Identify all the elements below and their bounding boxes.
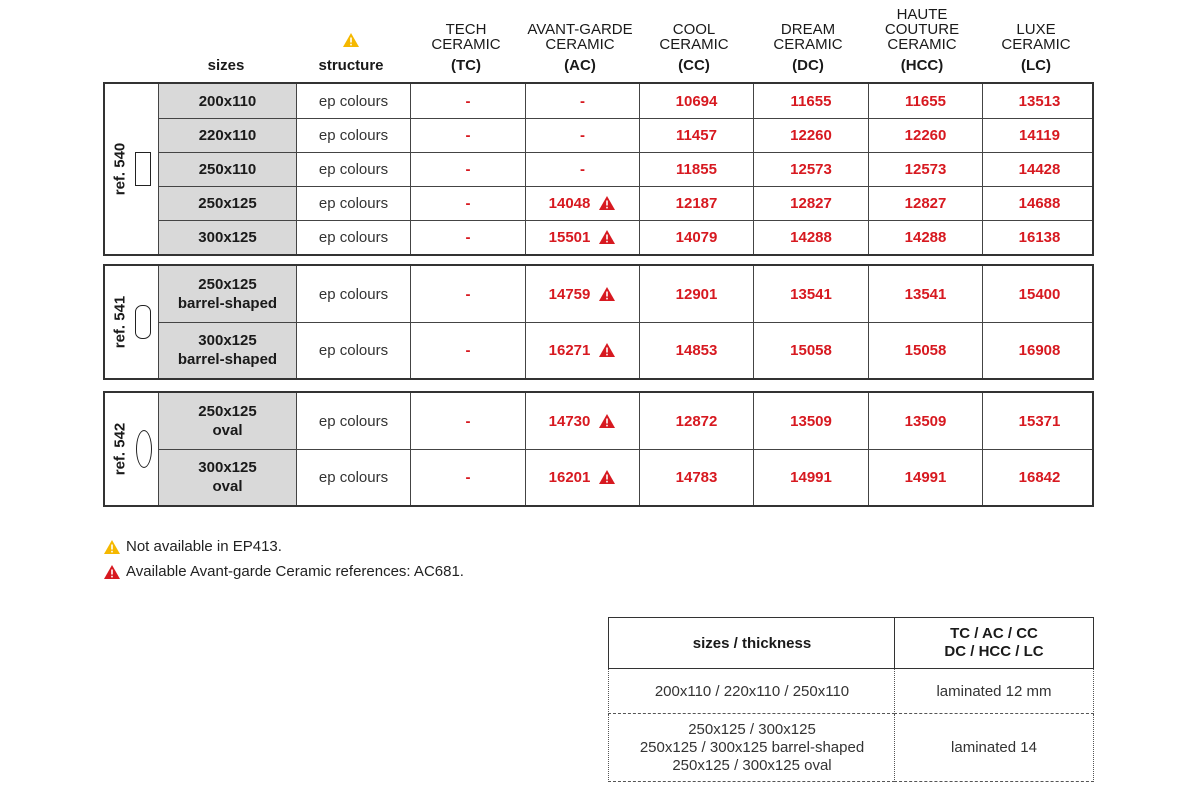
header-finish-name-line: CERAMIC [887, 36, 957, 53]
price-value: 16201 [548, 468, 591, 486]
row-divider [158, 449, 1092, 450]
price-cell [410, 152, 525, 186]
price-value: 14048 [548, 194, 591, 212]
size-label: 300x125 [198, 228, 257, 246]
table-row [105, 84, 1092, 118]
price-value: - [465, 160, 471, 178]
price-cell [525, 393, 639, 449]
price-cell [868, 393, 982, 449]
price-cell [753, 84, 868, 118]
price-cell [982, 118, 1096, 152]
price-value: 14428 [1018, 160, 1061, 178]
price-value: 11655 [790, 92, 832, 110]
ref-label: ref. 541 [111, 295, 129, 349]
header-finish-name-line: AVANT-GARDE [527, 21, 633, 38]
price-value: 13541 [790, 285, 832, 303]
structure-cell: ep colours [296, 152, 410, 186]
header-finish-name-line: CERAMIC [1001, 36, 1071, 53]
yellow-warning-icon [103, 539, 121, 555]
price-cell [982, 186, 1096, 220]
header-finish-name-line: COUTURE [884, 21, 960, 38]
price-cell [525, 118, 639, 152]
price-value: 14783 [675, 468, 718, 486]
header-finish-name-line: CERAMIC [431, 36, 501, 53]
price-cell [982, 152, 1096, 186]
price-value: - [465, 126, 471, 144]
table-row [105, 186, 1092, 220]
size-label: 300x125 [198, 332, 257, 349]
size-label: barrel-shaped [177, 351, 278, 368]
size-label: 200x110 [198, 92, 257, 110]
price-cell [639, 84, 753, 118]
red-warning-icon [598, 342, 616, 358]
structure-cell: ep colours [296, 393, 410, 449]
price-value: - [465, 412, 471, 430]
price-value: 12260 [904, 126, 947, 144]
price-value: 14991 [790, 468, 832, 486]
ref-label: ref. 540 [111, 142, 129, 196]
red-warning-icon [598, 286, 616, 302]
size-cell [158, 266, 296, 322]
price-cell [410, 449, 525, 505]
size-cell [158, 449, 296, 505]
price-value: 14991 [904, 468, 947, 486]
red-warning-icon [598, 413, 616, 429]
price-value: 12260 [790, 126, 832, 144]
size-label: 300x125 [198, 459, 257, 476]
ref-group-540 [103, 82, 1094, 256]
table-row [105, 118, 1092, 152]
price-cell [868, 152, 982, 186]
price-value: 14853 [675, 341, 718, 359]
price-value: 15058 [904, 341, 947, 359]
header-finish-name-line: TECH [445, 21, 487, 38]
price-value: 16842 [1018, 468, 1061, 486]
price-value: 14119 [1019, 126, 1060, 144]
price-cell [868, 118, 982, 152]
price-value: - [465, 468, 471, 486]
price-cell [410, 220, 525, 254]
price-value: 12827 [790, 194, 832, 212]
row-divider [158, 118, 1092, 119]
thickness-head-finishes [894, 617, 1094, 669]
price-value: 15400 [1018, 285, 1061, 303]
size-cell [158, 220, 296, 254]
price-cell [525, 322, 639, 378]
header-finish-name-line: CERAMIC [773, 36, 843, 53]
price-cell [525, 449, 639, 505]
note-red-text: Available Avant-garde Ceramic references: AC681. [126, 563, 464, 580]
size-label: oval [212, 478, 243, 495]
price-cell [868, 266, 982, 322]
price-cell [410, 266, 525, 322]
price-value: - [465, 228, 471, 246]
thickness-row-2-sizes [608, 714, 895, 782]
price-cell [753, 266, 868, 322]
price-cell [753, 118, 868, 152]
price-value: 15501 [548, 228, 591, 246]
price-value: 16271 [548, 341, 591, 359]
price-value: 16138 [1018, 228, 1061, 246]
size-cell [158, 322, 296, 378]
price-value: 12872 [675, 412, 718, 430]
thickness-row-2-value: laminated 14 [894, 714, 1094, 782]
price-cell [982, 84, 1096, 118]
structure-cell: ep colours [296, 220, 410, 254]
thickness-row-2-line-3: 250x125 / 300x125 oval [672, 756, 832, 774]
price-cell [753, 393, 868, 449]
thickness-row-1-sizes: 200x110 / 220x110 / 250x110 [608, 669, 895, 714]
price-cell [639, 322, 753, 378]
price-cell [753, 449, 868, 505]
price-cell [639, 186, 753, 220]
price-cell [868, 322, 982, 378]
header-finish-name-line: DREAM [780, 21, 836, 38]
size-cell [158, 393, 296, 449]
price-value: 14759 [548, 285, 591, 303]
price-value: 13513 [1018, 92, 1061, 110]
structure-cell: ep colours [296, 186, 410, 220]
table-row [105, 266, 1092, 322]
table-row [105, 393, 1092, 449]
price-cell [639, 393, 753, 449]
header-finish-code: (HCC) [900, 57, 944, 74]
structure-cell: ep colours [296, 118, 410, 152]
row-divider [158, 186, 1092, 187]
header-finish-name-line: LUXE [1016, 21, 1056, 38]
table-row [105, 220, 1092, 254]
structure-cell: ep colours [296, 266, 410, 322]
header-finish-code: (LC) [1021, 57, 1051, 74]
size-label: 250x125 [198, 194, 257, 212]
price-value: - [465, 341, 471, 359]
table-row [105, 152, 1092, 186]
price-cell [639, 220, 753, 254]
structure-cell: ep colours [296, 84, 410, 118]
header-sizes: sizes [207, 57, 245, 74]
thickness-head-line-1: TC / AC / CC [950, 625, 1038, 642]
price-cell [753, 152, 868, 186]
structure-cell: ep colours [296, 449, 410, 505]
size-label: oval [212, 422, 243, 439]
header-finish-code: (AC) [564, 57, 596, 74]
price-cell [982, 322, 1096, 378]
price-cell [982, 266, 1096, 322]
price-value: 11457 [676, 126, 717, 144]
price-cell [410, 393, 525, 449]
price-cell [639, 266, 753, 322]
thickness-head-line-2: DC / HCC / LC [944, 643, 1044, 660]
price-cell [982, 393, 1096, 449]
row-divider [158, 220, 1092, 221]
price-cell [639, 449, 753, 505]
table-row [105, 449, 1092, 505]
size-label: barrel-shaped [177, 295, 278, 312]
price-value: - [465, 285, 471, 303]
size-label: 250x110 [198, 160, 257, 178]
red-warning-icon [598, 195, 616, 211]
price-value: 14730 [548, 412, 591, 430]
price-cell [753, 322, 868, 378]
thickness-row-2-line-1: 250x125 / 300x125 [688, 720, 816, 738]
price-value: 14688 [1018, 194, 1061, 212]
thickness-table [608, 617, 1094, 782]
size-cell [158, 118, 296, 152]
price-value: - [580, 126, 585, 144]
price-value: 13541 [904, 285, 947, 303]
price-value: 16908 [1018, 341, 1061, 359]
price-value: 12573 [904, 160, 947, 178]
price-cell [525, 152, 639, 186]
price-cell [525, 84, 639, 118]
thickness-row-1-value: laminated 12 mm [894, 669, 1094, 714]
ref-group-542 [103, 391, 1094, 507]
header-finish-code: (DC) [792, 57, 824, 74]
price-value: 13509 [904, 412, 947, 430]
price-cell [410, 322, 525, 378]
price-value: 12187 [675, 194, 718, 212]
price-cell [982, 449, 1096, 505]
price-value: 12901 [675, 285, 718, 303]
price-cell [410, 84, 525, 118]
price-value: 12827 [904, 194, 947, 212]
price-cell [639, 152, 753, 186]
size-cell [158, 84, 296, 118]
price-value: 11655 [905, 92, 946, 110]
thickness-row-2-line-2: 250x125 / 300x125 barrel-shaped [639, 738, 865, 756]
ref-label: ref. 542 [111, 422, 129, 476]
table-row [105, 322, 1092, 378]
price-cell [639, 118, 753, 152]
price-value: 15371 [1018, 412, 1061, 430]
size-label: 250x125 [198, 276, 257, 293]
price-cell [868, 84, 982, 118]
price-value: - [465, 194, 471, 212]
price-cell [868, 220, 982, 254]
header-finish-name-line: CERAMIC [659, 36, 729, 53]
price-cell [525, 266, 639, 322]
price-value: - [580, 92, 585, 110]
price-cell [753, 220, 868, 254]
red-warning-icon [103, 564, 121, 580]
price-value: 14288 [904, 228, 947, 246]
price-value: 15058 [790, 341, 832, 359]
price-cell [525, 186, 639, 220]
price-value: 11855 [676, 160, 717, 178]
price-value: 10694 [675, 92, 718, 110]
note-yellow-text: Not available in EP413. [126, 538, 282, 555]
size-label: 250x125 [198, 403, 257, 420]
header-finish-code: (TC) [451, 57, 481, 74]
price-cell [410, 186, 525, 220]
price-value: 14288 [790, 228, 832, 246]
price-cell [410, 118, 525, 152]
price-cell [982, 220, 1096, 254]
price-value: - [580, 160, 585, 178]
header-finish-code: (CC) [678, 57, 710, 74]
header-finish-name-line: COOL [672, 21, 716, 38]
price-value: - [465, 92, 471, 110]
red-warning-icon [598, 229, 616, 245]
price-value: 13509 [790, 412, 832, 430]
note-red [103, 563, 464, 580]
price-cell [868, 186, 982, 220]
yellow-warning-icon [342, 32, 360, 48]
size-label: 220x110 [198, 126, 257, 144]
price-value: 14079 [675, 228, 718, 246]
note-yellow [103, 538, 282, 555]
red-warning-icon [598, 469, 616, 485]
price-cell [525, 220, 639, 254]
row-divider [158, 322, 1092, 323]
header-structure: structure [318, 57, 384, 74]
size-cell [158, 186, 296, 220]
header-finish-name-line: HAUTE [896, 6, 948, 23]
size-cell [158, 152, 296, 186]
price-value: 12573 [790, 160, 832, 178]
row-divider [158, 152, 1092, 153]
thickness-head-sizes: sizes / thickness [608, 617, 895, 669]
structure-cell: ep colours [296, 322, 410, 378]
price-cell [753, 186, 868, 220]
price-cell [868, 449, 982, 505]
ref-group-541 [103, 264, 1094, 380]
header-finish-name-line: CERAMIC [545, 36, 615, 53]
